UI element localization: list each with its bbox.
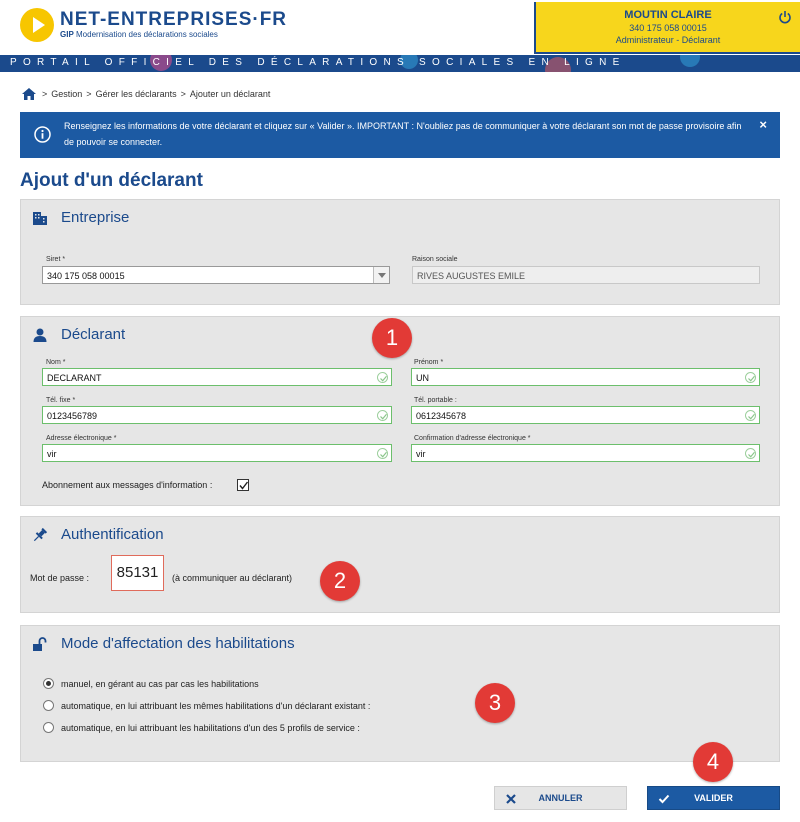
nom-value: DECLARANT: [47, 373, 102, 383]
info-text: Renseignez les informations de votre déclarant et cliquez sur « Valider ». IMPORTANT : N'oubliez pas de communiquer à votre déclarant son mot de passe provisoire afin de pouvoir se connecter.: [64, 121, 742, 147]
play-logo-icon: [20, 8, 54, 42]
building-icon: [32, 210, 48, 226]
breadcrumb-gestion[interactable]: Gestion: [51, 89, 83, 99]
step-marker-3: 3: [475, 683, 515, 723]
brand-title[interactable]: NET-ENTREPRISES·FR: [60, 9, 288, 30]
step-marker-2: 2: [320, 561, 360, 601]
valid-check-icon: [745, 410, 756, 421]
info-icon: [34, 126, 51, 143]
radio-auto-profil[interactable]: [43, 722, 54, 733]
declarant-title: Déclarant: [61, 326, 126, 343]
siret-select[interactable]: [42, 266, 390, 284]
checkmark-icon: [658, 793, 670, 805]
option-auto-declarant[interactable]: automatique, en lui attribuant les mêmes habilitations d'un déclarant existant :: [61, 701, 371, 711]
email-value: vir: [47, 449, 57, 459]
entreprise-title: Entreprise: [61, 209, 130, 226]
breadcrumb-current: Ajouter un déclarant: [189, 89, 271, 99]
close-icon[interactable]: ×: [759, 117, 767, 132]
banner-text: PORTAIL OFFICIEL DES DÉCLARATIONS SOCIALES EN LIGNE: [10, 57, 626, 68]
header: [0, 0, 800, 55]
home-icon[interactable]: [22, 88, 36, 100]
breadcrumb-sep: >: [86, 89, 92, 99]
user-siret: 340 175 058 00015: [629, 23, 707, 33]
breadcrumb-gerer-declarants[interactable]: Gérer les déclarants: [95, 89, 177, 99]
breadcrumb-sep: >: [180, 89, 186, 99]
mode-affectation-panel: [20, 625, 780, 762]
tel-portable-input[interactable]: [411, 406, 760, 424]
option-auto-profil[interactable]: automatique, en lui attribuant les habilitations d'un des 5 profils de service :: [61, 723, 360, 733]
validate-label: VALIDER: [694, 793, 733, 803]
prenom-label: Prénom *: [414, 359, 444, 366]
step-marker-4: 4: [693, 742, 733, 782]
nom-input[interactable]: [42, 368, 392, 386]
raison-sociale-field: RIVES AUGUSTES EMILE: [412, 266, 760, 284]
pin-icon: [32, 527, 48, 543]
radio-auto-declarant[interactable]: [43, 700, 54, 711]
close-icon: [505, 793, 517, 805]
step-marker-1: 1: [372, 318, 412, 358]
mode-title: Mode d'affectation des habilitations: [61, 635, 295, 652]
user-box: [534, 2, 800, 54]
brand-subtitle: [60, 30, 218, 39]
chevron-down-icon[interactable]: [373, 267, 389, 283]
unlock-icon: [32, 636, 48, 652]
breadcrumb-sep: >: [42, 89, 48, 99]
password-note: (à communiquer au déclarant): [172, 573, 293, 583]
valid-check-icon: [745, 372, 756, 383]
nom-label: Nom *: [46, 359, 66, 366]
tel-fixe-label: Tél. fixe *: [46, 397, 76, 404]
brand-sub-text: Modernisation des déclarations sociales: [76, 30, 218, 39]
email-confirm-input[interactable]: [411, 444, 760, 462]
cancel-label: ANNULER: [538, 793, 583, 803]
valid-check-icon: [377, 410, 388, 421]
abonnement-label: Abonnement aux messages d'information :: [42, 480, 213, 490]
portal-banner: [0, 55, 800, 72]
option-manuel[interactable]: manuel, en gérant au cas par cas les habilitations: [61, 679, 259, 689]
siret-value: 340 175 058 00015: [47, 271, 125, 281]
tel-portable-label: Tél. portable :: [414, 397, 457, 404]
valid-check-icon: [745, 448, 756, 459]
abonnement-checkbox[interactable]: [237, 479, 249, 491]
authentification-panel: [20, 516, 780, 613]
email-label: Adresse électronique *: [46, 435, 117, 442]
password-label: Mot de passe :: [30, 573, 90, 583]
user-role: Administrateur - Déclarant: [615, 35, 721, 45]
user-icon: [32, 327, 48, 343]
page-title: Ajout d'un déclarant: [20, 170, 203, 191]
entreprise-panel: [20, 199, 780, 305]
prenom-value: UN: [416, 373, 429, 383]
email-input[interactable]: [42, 444, 392, 462]
password-value: 85131: [111, 555, 164, 591]
user-name: MOUTIN CLAIRE: [624, 9, 712, 21]
power-icon[interactable]: [778, 10, 792, 24]
siret-label: Siret *: [46, 256, 66, 263]
raison-sociale-label: Raison sociale: [412, 256, 458, 263]
info-message: [20, 112, 780, 158]
prenom-input[interactable]: [411, 368, 760, 386]
valid-check-icon: [377, 372, 388, 383]
authentification-title: Authentification: [61, 526, 164, 543]
email-confirm-value: vir: [416, 449, 426, 459]
tel-fixe-value: 0123456789: [47, 411, 98, 421]
tel-portable-value: 0612345678: [416, 411, 467, 421]
tel-fixe-input[interactable]: [42, 406, 392, 424]
cancel-button[interactable]: [494, 786, 627, 810]
banner-dot: [680, 55, 700, 67]
brand-sub-bold: GIP: [60, 30, 74, 39]
breadcrumb: [22, 86, 270, 102]
valid-check-icon: [377, 448, 388, 459]
radio-manuel[interactable]: [43, 678, 54, 689]
validate-button[interactable]: [647, 786, 780, 810]
email-confirm-label: Confirmation d'adresse électronique *: [414, 435, 531, 442]
